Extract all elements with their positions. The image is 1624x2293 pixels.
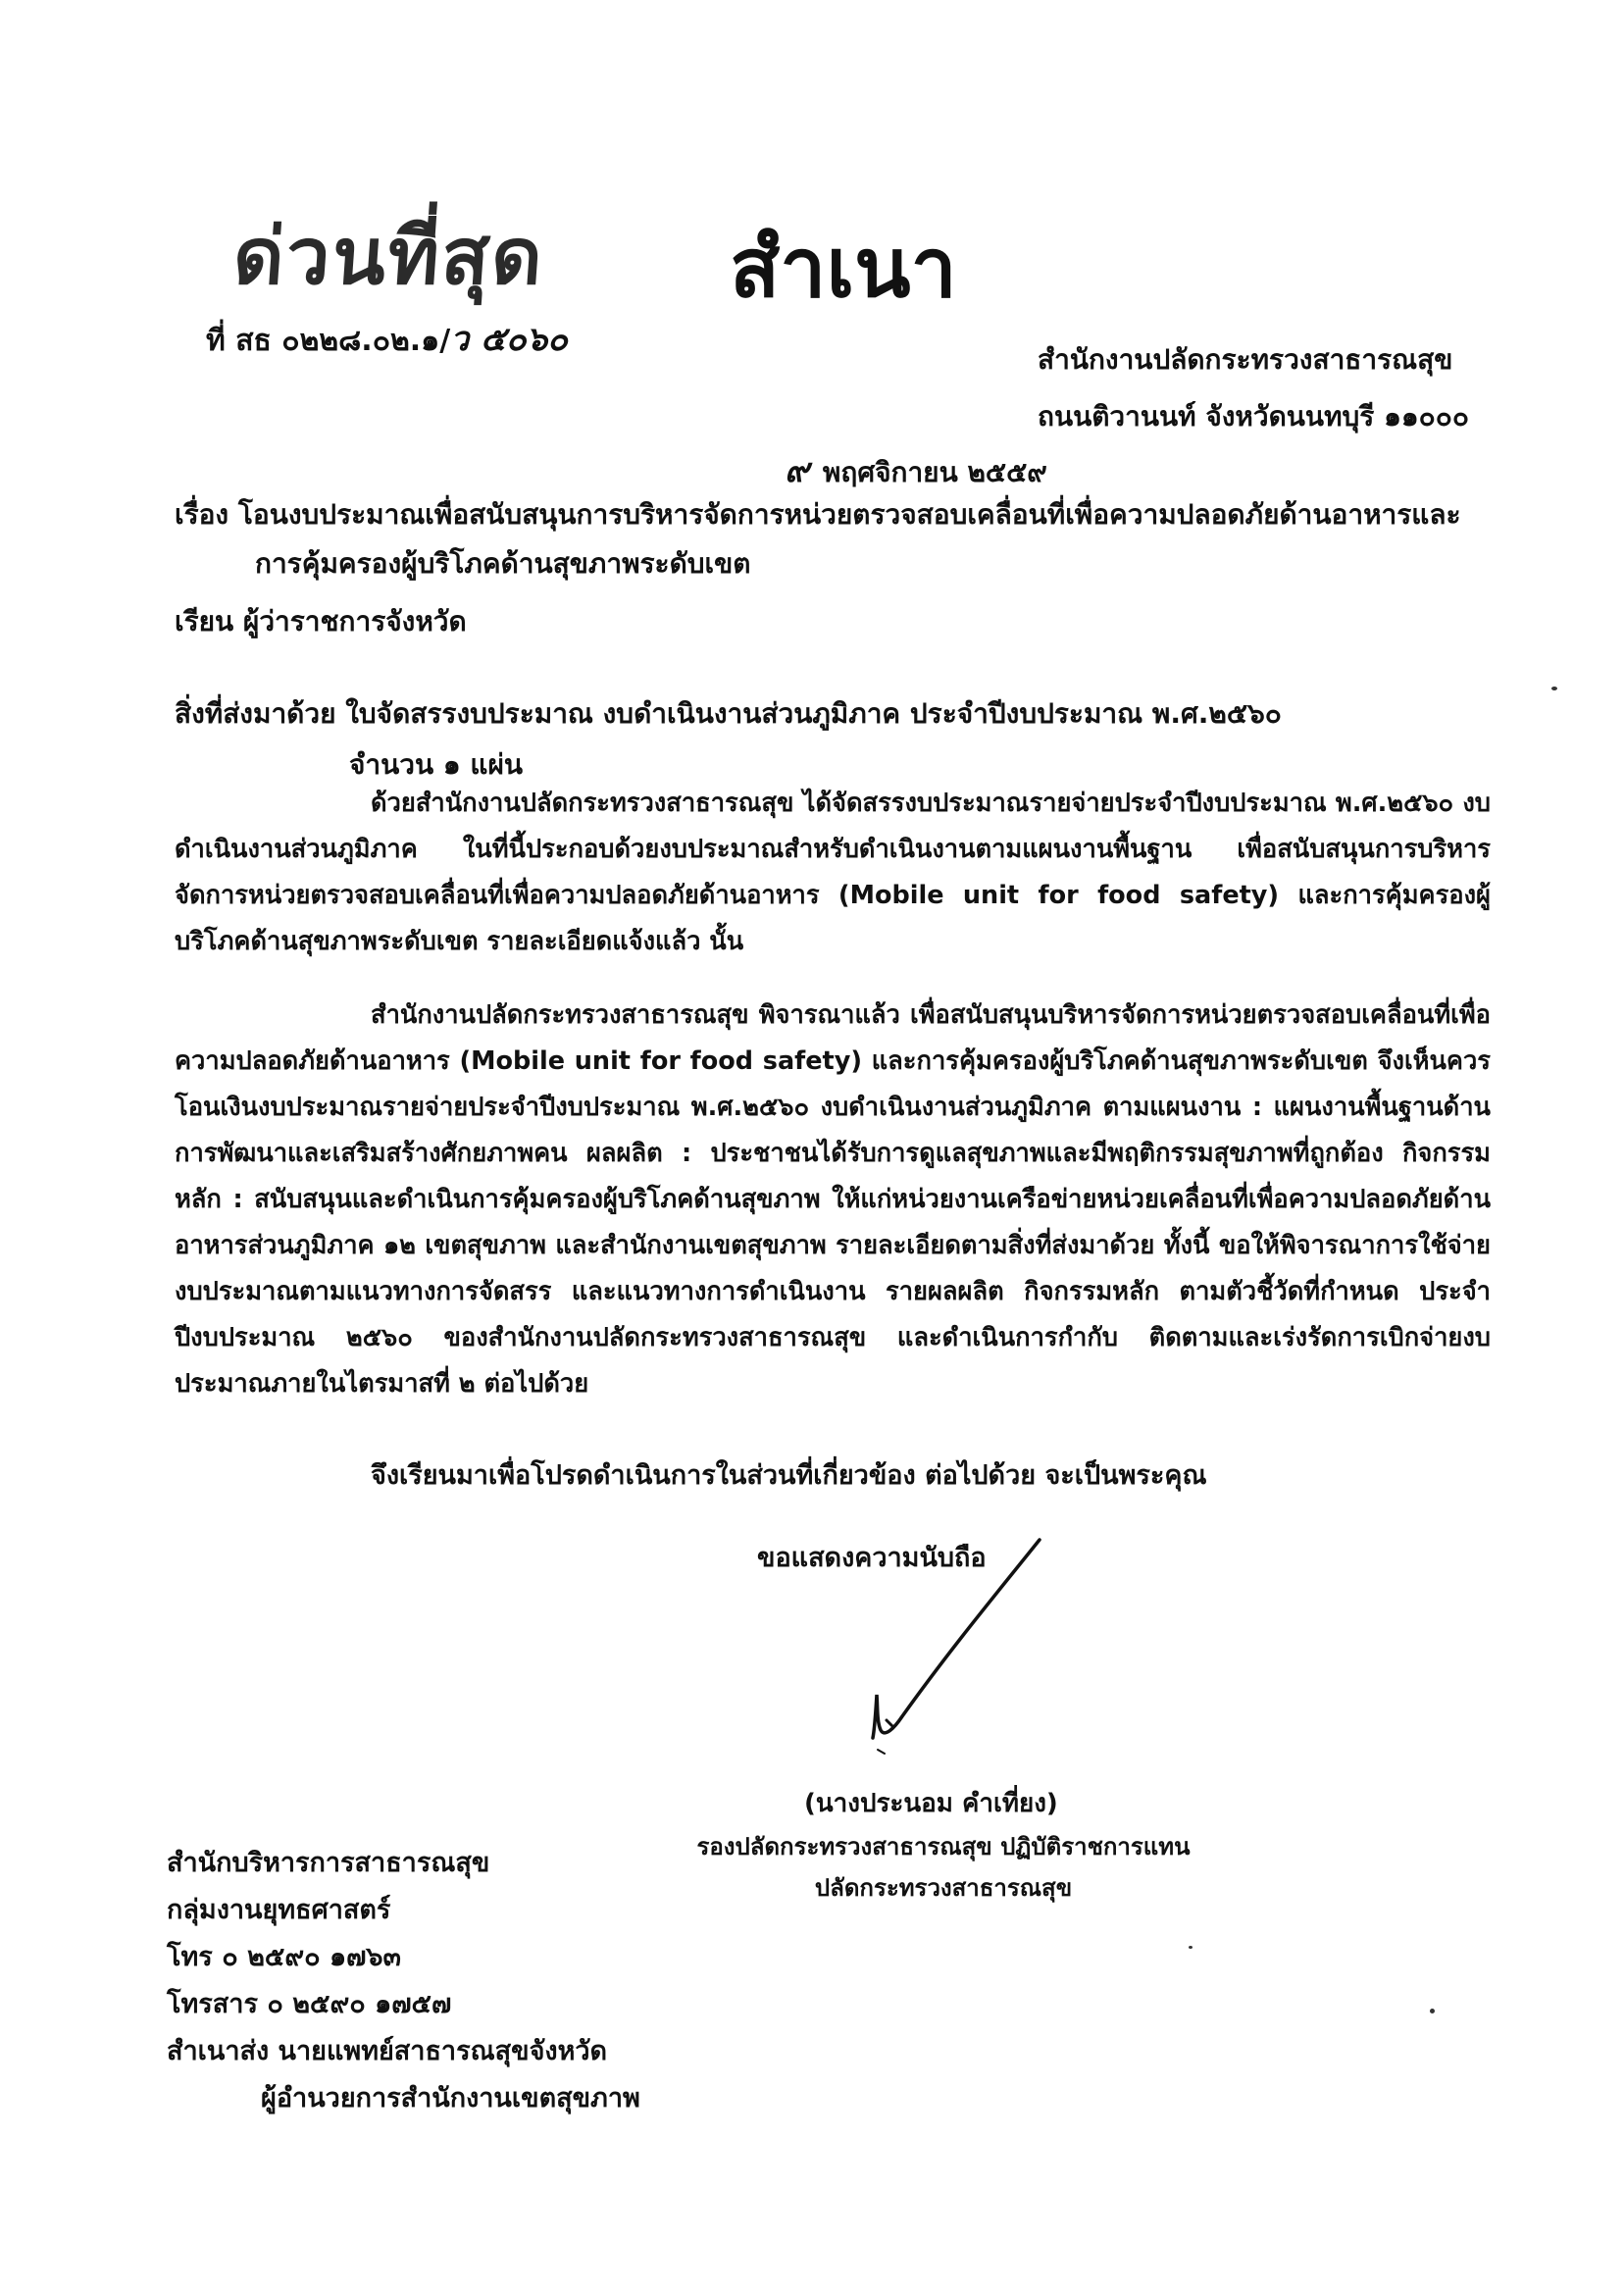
subject-line-2: การคุ้มครองผู้บริโภคด้านสุขภาพระดับเขต	[255, 547, 751, 580]
closing-sentence: จึงเรียนมาเพื่อโปรดดำเนินการในส่วนที่เกี่ยวข้อง ต่อไปด้วย จะเป็นพระคุณ	[371, 1460, 1207, 1491]
footer-fax: โทรสาร ๐ ๒๕๙๐ ๑๗๕๗	[167, 1989, 452, 2019]
salutation	[175, 600, 467, 643]
footer-group: กลุ่มงานยุทธศาสตร์	[167, 1895, 391, 1925]
attachment-line-1: ใบจัดสรรงบประมาณ งบดำเนินงานส่วนภูมิภาค ประจำปีงบประมาณ พ.ศ.๒๕๖๐	[345, 697, 1282, 730]
body-paragraph-2	[175, 993, 1491, 1407]
scan-speck	[1189, 1946, 1193, 1949]
body-paragraph-1-text: ด้วยสำนักงานปลัดกระทรวงสาธารณสุข ได้จัดสรรงบประมาณรายจ่ายประจำปีงบประมาณ พ.ศ.๒๕๖๐ งบดำเนินงานส่วนภูมิภาค ในที่นี้ประกอบด้วยงบประมาณสำหรับดำเนินงานตามแผนงานพื้นฐาน เพื่อสนับสนุนการบริหารจัดการหน่วยตรวจสอบเคลื่อนที่เพื่อความปลอดภัยด้านอาหาร (Mobile unit for food safety) และการคุ้มครองผู้บริโภคด้านสุขภาพระดับเขต รายละเอียดแจ้งแล้ว นั้น	[175, 789, 1491, 956]
date-month-year: พฤศจิกายน ๒๕๕๙	[822, 456, 1047, 488]
subject-block	[175, 490, 1461, 588]
signer-title-line-2: ปลัดกระทรวงสาธารณสุข	[814, 1874, 1073, 1902]
document-number-handwritten: ว ๕๐๖๐	[450, 320, 568, 359]
office-address: ถนนติวานนท์ จังหวัดนนทบุรี ๑๑๐๐๐	[1038, 400, 1469, 433]
salutation-recipient: ผู้ว่าราชการจังหวัด	[242, 605, 467, 637]
sender-office	[1038, 331, 1469, 445]
handwritten-signature	[834, 1520, 1089, 1765]
footer-department: สำนักบริหารการสาธารณสุข	[167, 1848, 490, 1878]
footer-cc-line-1: สำเนาส่ง นายแพทย์สาธารณสุขจังหวัด	[167, 2036, 608, 2066]
urgent-stamp: ด่วนที่สุด	[229, 211, 548, 302]
document-number-prefix: ที่ สธ ๐๒๒๘.๐๒.๑/	[206, 324, 451, 358]
scan-speck	[1430, 2009, 1435, 2013]
salutation-label: เรียน	[175, 605, 234, 637]
body-paragraph-1	[175, 781, 1491, 965]
document-date	[785, 443, 1047, 496]
regards-text: ขอแสดงความนับถือ	[757, 1543, 987, 1573]
attachment-block	[175, 688, 1282, 790]
footer-contact	[167, 1840, 640, 2122]
document-number	[206, 312, 568, 365]
body-paragraph-2-text: สำนักงานปลัดกระทรวงสาธารณสุข พิจารณาแล้ว เพื่อสนับสนุนบริหารจัดการหน่วยตรวจสอบเคลื่อนที่เพื่อความปลอดภัยด้านอาหาร (Mobile unit for food safety) และการคุ้มครองผู้บริโภคด้านสุขภาพระดับเขต จึงเห็นควรโอนเงินงบประมาณรายจ่ายประจำปีงบประมาณ พ.ศ.๒๕๖๐ งบดำเนินงานส่วนภูมิภาค ตามแผนงาน : แผนงานพื้นฐานด้านการพัฒนาและเสริมสร้างศักยภาพคน ผลผลิต : ประชาชนได้รับการดูแลสุขภาพและมีพฤติกรรมสุขภาพที่ถูกต้อง กิจกรรมหลัก : สนับสนุนและดำเนินการคุ้มครองผู้บริโภคด้านสุขภาพ ให้แก่หน่วยงานเครือข่ายหน่วยเคลื่อนที่เพื่อความปลอดภัยด้านอาหารส่วนภูมิภาค ๑๒ เขตสุขภาพ และสำนักงานเขตสุขภาพ รายละเอียดตามสิ่งที่ส่งมาด้วย ทั้งนี้ ขอให้พิจารณาการใช้จ่ายงบประมาณตามแนวทางการจัดสรร และแนวทางการดำเนินงาน รายผลผลิต กิจกรรมหลัก ตามตัวชี้วัดที่กำหนด ประจำปีงบประมาณ ๒๕๖๐ ของสำนักงานปลัดกระทรวงสาธารณสุข และดำเนินการกำกับ ติดตามและเร่งรัดการเบิกจ่ายงบประมาณภายในไตรมาสที่ ๒ ต่อไปด้วย	[175, 1000, 1491, 1399]
date-day-handwritten: ๙	[785, 451, 809, 490]
attachment-line-2: จำนวน ๑ แผ่น	[349, 748, 523, 781]
subject-label: เรื่อง	[175, 498, 229, 531]
scan-speck	[1551, 687, 1557, 690]
copy-mark: สำเนา	[730, 220, 957, 316]
signer-title-line-1: รองปลัดกระทรวงสาธารณสุข ปฏิบัติราชการแทน	[696, 1833, 1191, 1860]
subject-line-1: โอนงบประมาณเพื่อสนับสนุนการบริหารจัดการหน่วยตรวจสอบเคลื่อนที่เพื่อความปลอดภัยด้านอาหารและ	[237, 498, 1461, 531]
office-name: สำนักงานปลัดกระทรวงสาธารณสุข	[1038, 343, 1453, 376]
signer-name: (นางประนอม คำเที่ยง)	[804, 1789, 1058, 1818]
attachment-label: สิ่งที่ส่งมาด้วย	[175, 697, 336, 730]
footer-phone: โทร ๐ ๒๕๙๐ ๑๗๖๓	[167, 1942, 402, 1972]
footer-cc-line-2: ผู้อำนวยการสำนักงานเขตสุขภาพ	[261, 2083, 640, 2114]
signer-title	[688, 1826, 1198, 1909]
